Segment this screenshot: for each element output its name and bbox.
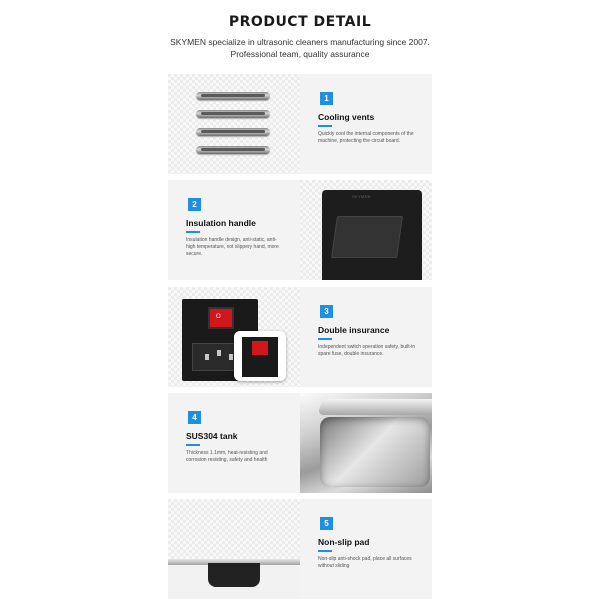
feature-row-insulation-handle bbox=[168, 180, 432, 280]
vent-slot bbox=[196, 92, 270, 100]
vent-slot bbox=[196, 110, 270, 118]
switch-mark: O bbox=[216, 314, 221, 320]
accent-underline bbox=[186, 231, 200, 233]
accent-underline bbox=[186, 444, 200, 446]
feature-description: Insulation handle design, anti-static, anti-high temperature, not slippery hand, more secure. bbox=[186, 237, 279, 257]
tank-well bbox=[320, 417, 430, 487]
feature-text-panel bbox=[300, 499, 432, 599]
socket-pin bbox=[217, 350, 221, 356]
accent-underline bbox=[318, 338, 332, 340]
tank-image bbox=[300, 393, 432, 493]
page-subtitle: SKYMEN specialize in ultrasonic cleaners manufacturing since 2007. Professional team, quality assurance bbox=[170, 37, 430, 59]
feature-number-badge: 4 bbox=[188, 411, 201, 424]
feature-row-double-insurance bbox=[168, 287, 432, 387]
handle-grip bbox=[331, 216, 403, 258]
feature-number-badge: 1 bbox=[320, 92, 333, 105]
feature-text-panel bbox=[300, 74, 432, 174]
feature-title: SUS304 tank bbox=[186, 431, 238, 441]
feature-text-panel bbox=[300, 287, 432, 387]
feature-text-panel bbox=[168, 393, 300, 493]
feature-number-badge: 5 bbox=[320, 517, 333, 530]
power-switch-icon bbox=[208, 307, 234, 329]
non-slip-pad-image bbox=[168, 499, 300, 599]
cooling-vents-image bbox=[168, 74, 300, 174]
accent-underline bbox=[318, 125, 332, 127]
feature-number-badge: 2 bbox=[188, 198, 201, 211]
feature-title: Cooling vents bbox=[318, 112, 375, 122]
socket-pin bbox=[229, 354, 233, 360]
closeup-switch-icon bbox=[252, 341, 268, 355]
feature-row-sus304-tank bbox=[168, 393, 432, 493]
feature-title: Double insurance bbox=[318, 325, 390, 335]
socket-pin bbox=[205, 354, 209, 360]
page-title: PRODUCT DETAIL bbox=[228, 14, 372, 30]
feature-description: Thickness 1.1mm, heat-resisting and corrosion resisting, safety and health bbox=[186, 450, 268, 463]
feature-description: Independent switch operation safety, built-in spare fuse, double insurance. bbox=[318, 344, 416, 357]
rubber-foot-icon bbox=[208, 563, 260, 587]
accent-underline bbox=[318, 550, 332, 552]
cabinet-side bbox=[168, 499, 300, 561]
feature-description: Non-slip anti-shock pad, place all surfaces without sliding bbox=[318, 556, 412, 569]
feature-number-badge: 3 bbox=[320, 305, 333, 318]
closeup-panel bbox=[242, 337, 278, 377]
double-insurance-image bbox=[168, 287, 300, 387]
insulation-handle-image bbox=[300, 180, 432, 280]
vent-slot bbox=[196, 146, 270, 154]
tank-rim bbox=[317, 399, 432, 415]
feature-row-non-slip-pad bbox=[168, 499, 432, 599]
vent-slot bbox=[196, 128, 270, 136]
handle-logo: SKYMEN bbox=[352, 194, 371, 199]
feature-description: Quickly cool the internal components of the machine, protecting the circuit board. bbox=[318, 131, 414, 144]
feature-title: Insulation handle bbox=[186, 218, 256, 228]
feature-row-cooling-vents bbox=[168, 74, 432, 174]
feature-title: Non-slip pad bbox=[318, 537, 370, 547]
feature-text-panel bbox=[168, 180, 300, 280]
switch-closeup-inset bbox=[234, 331, 286, 381]
